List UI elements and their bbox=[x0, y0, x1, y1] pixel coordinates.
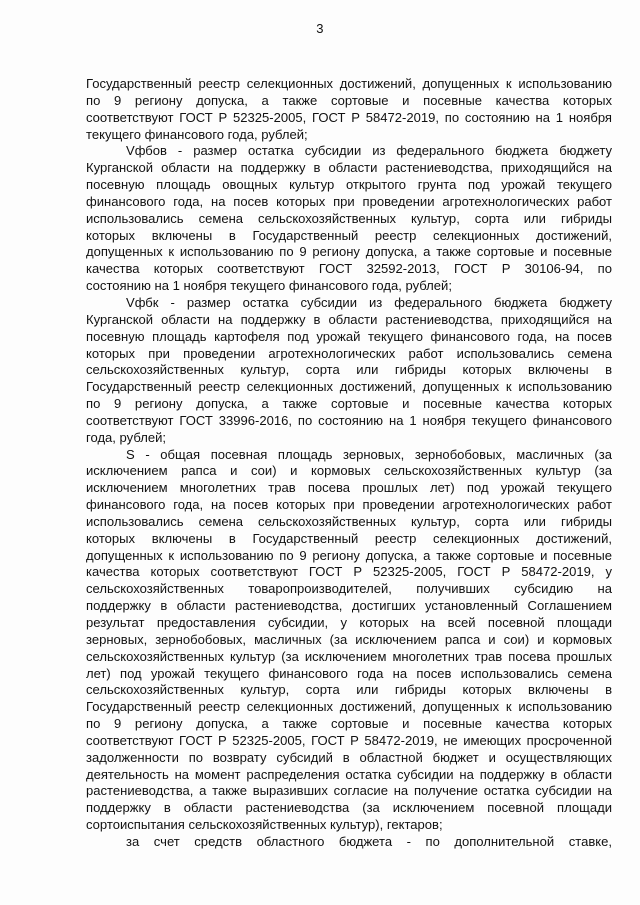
text-line: Государственный реестр селекционных достижений, допущенных к использованию bbox=[86, 76, 612, 91]
text-line: соответствуют ГОСТ 33996-2016, по состоянию на 1 ноября текущего финансового bbox=[86, 412, 612, 428]
text-line: Vфбк - размер остатка субсидии из федерального бюджета бюджету bbox=[126, 294, 612, 310]
text-line: поддержку в области растениеводства, достигших установленный Соглашением bbox=[86, 598, 612, 614]
text-line: S - общая посевная площадь зерновых, зернобобовых, масличных (за bbox=[126, 446, 612, 462]
text-line: посевную площадь картофеля под урожай текущего финансового года, на посев bbox=[86, 328, 612, 344]
text-line: Vфбов - размер остатка субсидии из федерального бюджета бюджету bbox=[126, 143, 612, 159]
text-line: сортоиспытания сельскохозяйственных культур), гектаров; bbox=[86, 817, 443, 833]
text-line: использовались семена сельскохозяйственных культур, сорта или гибриды bbox=[86, 210, 612, 226]
text-line: качества которых соответствуют ГОСТ Р 52325-2005, ГОСТ Р 58472-2019, у bbox=[86, 564, 612, 580]
text-line: качества которых соответствуют ГОСТ 32592-2013, ГОСТ Р 30106-94, по bbox=[86, 261, 612, 277]
text-line: сельскохозяйственных культур, сорта или гибриды которых включены в bbox=[86, 682, 612, 698]
text-line: Курганской области на поддержку в области растениеводства, приходящийся на bbox=[86, 160, 612, 176]
text-line: которых включены в Государственный реестр селекционных достижений, bbox=[86, 530, 612, 546]
text-line: лет) под урожай текущего финансового года на посев использовались семена bbox=[86, 665, 612, 681]
text-line: сельскохозяйственных товаропроизводителей, получивших субсидию на bbox=[86, 581, 612, 597]
text-line: текущего финансового года, рублей; bbox=[86, 126, 308, 142]
text-line: Государственный реестр селекционных достижений, допущенных к использованию bbox=[86, 699, 612, 715]
text-line: зерновых, зернобобовых, масличных (за исключением рапса и сои) и кормовых bbox=[86, 631, 612, 647]
document-body bbox=[86, 76, 612, 851]
text-line: допущенных к использованию по 9 региону допуска, а также сортовые и посевные bbox=[86, 547, 612, 563]
text-line: сельскохозяйственных культур, сорта или гибриды которых включены в bbox=[86, 362, 612, 378]
text-line: года, рублей; bbox=[86, 429, 167, 445]
text-line: растениеводства, а также выразивших согласие на получение остатка субсидии на bbox=[86, 783, 612, 799]
text-line: сельскохозяйственных культур (за исключением многолетних трав посева прошлых bbox=[86, 648, 612, 664]
text-line: соответствуют ГОСТ Р 52325-2005, ГОСТ Р 58472-2019, по состоянию на 1 ноября bbox=[86, 109, 612, 125]
text-line: результат предоставления субсидии, у которых на всей посевной площади bbox=[86, 615, 612, 630]
text-line: по 9 региону допуска, а также сортовые и посевные качества которых bbox=[86, 716, 612, 732]
text-line: которых включены в Государственный реестр селекционных достижений, bbox=[86, 227, 612, 243]
text-line: Государственный реестр селекционных достижений, допущенных к использованию bbox=[86, 379, 612, 395]
text-line: допущенных к использованию по 9 региону допуска, а также сортовые и посевные bbox=[86, 244, 612, 260]
text-line: по 9 региону допуска, а также сортовые и посевные качества которых bbox=[86, 92, 612, 108]
text-line: финансового года, на посев которых при проведении агротехнологических работ bbox=[86, 193, 612, 209]
text-line: исключением рапса и сои) и кормовых сельскохозяйственных культур (за bbox=[86, 463, 612, 479]
text-line: которых при проведении агротехнологических работ использовались семена bbox=[86, 345, 612, 361]
text-line: Курганской области на поддержку в области растениеводства, приходящийся на bbox=[86, 311, 612, 327]
text-line: состоянию на 1 ноября текущего финансового года, рублей; bbox=[86, 278, 452, 294]
text-line: соответствуют ГОСТ Р 52325-2005, ГОСТ Р 58472-2019, не имеющих просроченной bbox=[86, 732, 612, 748]
text-line: за счет средств областного бюджета - по дополнительной ставке, bbox=[126, 833, 612, 849]
text-line: финансового года, на посев которых при проведении агротехнологических работ bbox=[86, 497, 612, 513]
text-line: использовались семена сельскохозяйственных культур, сорта или гибриды bbox=[86, 513, 612, 529]
text-line: исключением многолетних трав посева прошлых лет) под урожай текущего bbox=[86, 480, 612, 496]
text-line: деятельность на момент распределения остатка субсидии на поддержку в области bbox=[86, 766, 612, 782]
text-line: поддержку в области растениеводства (за исключением посевной площади bbox=[86, 800, 612, 816]
text-line: задолженности по возврату субсидий в областной бюджет и осуществляющих bbox=[86, 749, 612, 765]
text-line: посевную площадь овощных культур открытого грунта под урожай текущего bbox=[86, 177, 612, 193]
page-number: 3 bbox=[316, 21, 324, 36]
text-line: по 9 региону допуска, а также сортовые и посевные качества которых bbox=[86, 396, 612, 412]
